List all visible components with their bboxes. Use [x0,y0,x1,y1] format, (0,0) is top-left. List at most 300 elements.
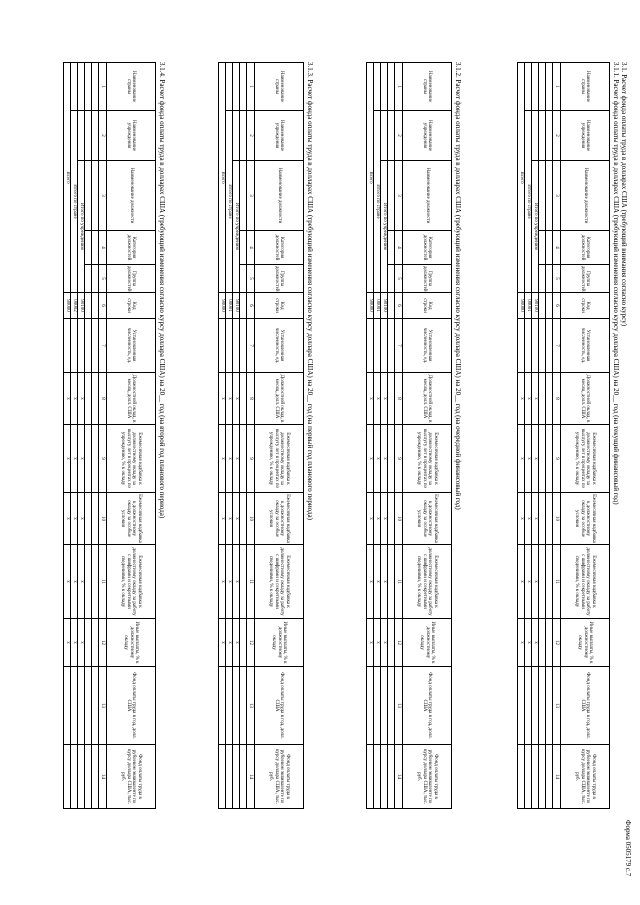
table-cell [381,745,388,809]
table-3-1-4 [63,62,156,809]
table-cell: 6 [553,293,561,319]
table-cell [240,667,247,745]
table-cell: Должностной оклад, в месяц, долл. США [403,373,452,425]
table-cell: Ежемесячная надбавка к должностному окладу за выслугу лет в процентах по учреждению, % к окладу [403,425,452,493]
table-3-1-1 [517,62,610,809]
table-cell: x [219,425,226,493]
table-cell: Фонд оплаты труда в рублевом эквиваленте по курсу доллара США, тыс. руб. [255,745,304,809]
table-cell: 1 [99,63,107,111]
table-cell [64,745,71,809]
table-cell: x [233,545,240,619]
table-cell: Группа должностей [255,265,304,293]
table-cell: Фонд оплаты труда в рублевом эквиваленте по курсу доллара США, тыс. руб. [403,745,452,809]
table-cell [240,425,247,493]
table-cell [518,319,525,373]
table-cell: x [233,493,240,545]
table-cell: Группа должностей [561,265,610,293]
table-cell: Итого по стране [71,111,78,293]
table-cell: Всего [367,63,374,293]
table-cell [78,111,85,161]
table-cell: Установленная численность, ед. [403,319,452,373]
table-cell [388,493,395,545]
table-cell: 12 [395,619,403,667]
table-cell: x [226,545,233,619]
table-cell [240,545,247,619]
table-cell [233,319,240,373]
table-cell [71,667,78,745]
table-cell: 10 [99,493,107,545]
table-cell [85,161,92,231]
table-cell: x [367,619,374,667]
table-cell: 1 [395,63,403,111]
table-cell: Группа должностей [107,265,156,293]
table-cell [71,63,78,111]
vsego-row [64,63,71,809]
table-cell [92,545,99,619]
table-cell [374,667,381,745]
table-cell: x [367,545,374,619]
table-cell [226,667,233,745]
table-cell [539,161,546,231]
table-cell [546,373,553,425]
table-cell: Итого по стране [226,111,233,293]
table-cell [546,425,553,493]
table-cell: 10 [395,493,403,545]
table-cell: x [367,373,374,425]
table-cell [92,319,99,373]
table-cell [539,745,546,809]
table-header-row [561,63,610,809]
table-cell: Наименование должности [107,161,156,231]
table-row [546,63,553,809]
table-cell: 7 [395,319,403,373]
table-cell: 8 [99,373,107,425]
table-cell [539,493,546,545]
table-cell: 9 [553,425,561,493]
table-cell: 1 [247,63,255,111]
table-cell: x [71,619,78,667]
table-cell: x [367,425,374,493]
table-cell: Итого по учреждению [532,161,539,293]
table-cell [240,745,247,809]
table-cell [532,319,539,373]
table-cell: 4 [395,231,403,265]
table-cell [92,293,99,319]
table-cell: x [71,493,78,545]
itogo-strana-row [525,63,532,809]
table-3-1-2 [366,62,452,809]
itogo-strana-row [226,63,233,809]
table-cell [85,319,92,373]
table-cell: 00001 [374,293,381,319]
table-cell: Фонд оплаты труда в год, долл. США [107,667,156,745]
table-cell [85,293,92,319]
table-cell: x [226,619,233,667]
table-cell: Итого по стране [374,111,381,293]
table-cell: 10 [247,493,255,545]
table-cell: 2 [553,111,561,161]
table-cell: 12 [247,619,255,667]
table-cell: 90000 [367,293,374,319]
table-cell [525,63,532,111]
table-cell: Всего [64,63,71,293]
table-cell: 90000 [64,293,71,319]
table-cell [388,545,395,619]
table-cell [388,111,395,161]
table-cell: Должностной оклад, в месяц, долл. США [561,373,610,425]
table-cell: 90000 [219,293,226,319]
table-cell: x [78,373,85,425]
table-cell: x [525,545,532,619]
table-cell: Ежемесячная надбавка к должностному окладу за работу с шифрами и секретными сведениями, % к окладу [403,545,452,619]
table-cell: 13 [395,667,403,745]
table-cell [546,161,553,231]
table-cell [85,111,92,161]
table-cell: x [525,493,532,545]
table-cell [374,319,381,373]
table-cell: Ежемесячная надбавка к должностному окладу за выслугу лет в процентах по учреждению, % к окладу [107,425,156,493]
table-cell: Ежемесячная надбавка к должностному окладу за особые условия [403,493,452,545]
table-cell: 7 [247,319,255,373]
table-cell [546,667,553,745]
table-cell [85,231,92,265]
table-cell: 90100 [78,293,85,319]
table-cell: Ежемесячная надбавка к должностному окладу за особые условия [255,493,304,545]
table-cell: x [532,545,539,619]
table-cell: Должностной оклад, в месяц, долл. США [255,373,304,425]
table-cell: Иные выплаты, % к должностному окладу [403,619,452,667]
table-cell: 2 [99,111,107,161]
table-cell [233,667,240,745]
table-cell: 5 [99,265,107,293]
table-cell: x [219,545,226,619]
table-cell: Наименование учреждения [561,111,610,161]
table-3-1-3 [218,62,304,809]
table-cell: Установленная численность, ед. [561,319,610,373]
table-cell: 3 [99,161,107,231]
section-3-1-1-title: 3.1.1. Расчет фонда оплаты труда в долларах США (требующий изменения согласно курсу доллара США) на 20__ год (на текущий финансовый год) [612,62,620,505]
table-cell [374,745,381,809]
table-cell: 8 [247,373,255,425]
table-cell: 11 [247,545,255,619]
table-row [92,63,99,809]
table-cell: 6 [395,293,403,319]
table-cell: Ежемесячная надбавка к должностному окладу за выслугу лет в процентах по учреждению, % к окладу [561,425,610,493]
table-cell [71,745,78,809]
table-cell: x [525,619,532,667]
table-cell: x [374,373,381,425]
table-cell [539,231,546,265]
table-cell: 7 [99,319,107,373]
table-cell: Должностной оклад, в месяц, долл. США [107,373,156,425]
table-cell [85,265,92,293]
table-cell [240,493,247,545]
table-cell: 14 [99,745,107,809]
itogo-strana-row [374,63,381,809]
table-cell: Ежемесячная надбавка к должностному окладу за работу с шифрами и секретными сведениями, % к окладу [255,545,304,619]
table-cell: x [78,545,85,619]
table-cell: 4 [247,231,255,265]
table-cell [92,745,99,809]
table-cell: x [64,493,71,545]
table-cell [546,619,553,667]
table-cell [92,373,99,425]
table-cell: x [518,545,525,619]
table-cell: x [226,373,233,425]
table-cell: x [226,425,233,493]
itogo-strana-row [71,63,78,809]
table-cell: 13 [553,667,561,745]
table-cell [85,373,92,425]
table-cell [539,425,546,493]
table-cell: x [233,373,240,425]
table-cell [388,231,395,265]
table-cell [388,265,395,293]
table-cell: x [226,493,233,545]
table-cell: Ежемесячная надбавка к должностному окладу за особые условия [107,493,156,545]
section-3-1-3-title: 3.1.3. Расчет фонда оплаты труда в долларах США (требующий изменения согласно курсу доллара США) на 20__ год (на первый год планового периода) [306,62,314,520]
table-cell: x [381,493,388,545]
table-cell [388,425,395,493]
table-cell [532,667,539,745]
table-cell: x [71,425,78,493]
table-cell [367,745,374,809]
table-cell: 3 [395,161,403,231]
table-cell: 4 [553,231,561,265]
table-cell [381,111,388,161]
table-cell: 14 [247,745,255,809]
section-3-1-title: 3.1. Расчет фонда оплаты труда в долларах США (требующий внимания согласно курсу) [620,62,628,327]
table-cell: Фонд оплаты труда в год, долл. США [255,667,304,745]
table-header-row [107,63,156,809]
table-cell [546,265,553,293]
section-3-1-4-title: 3.1.4. Расчет фонда оплаты труда в долларах США (требующий изменения согласно курсу доллара США) на 20__ год (на второй год планового периода) [158,62,166,519]
table-cell: x [233,619,240,667]
table-cell [546,111,553,161]
table-cell: Наименование страны [107,63,156,111]
table-cell: Категория должностей [561,231,610,265]
table-cell: 00001 [226,293,233,319]
table-cell [92,425,99,493]
table-cell: Итого по стране [525,111,532,293]
table-cell: 7 [553,319,561,373]
table-cell: Наименование учреждения [403,111,452,161]
table-cell: Код строки [561,293,610,319]
table-cell [388,373,395,425]
table-cell: Установленная численность, ед. [107,319,156,373]
table-cell: Иные выплаты, % к должностному окладу [107,619,156,667]
table-cell: Ежемесячная надбавка к должностному окладу за особые условия [561,493,610,545]
table-cell: 8 [395,373,403,425]
table-cell [85,667,92,745]
form-code: Форма 0505179 с.7 [624,820,632,877]
table-cell: Наименование страны [561,63,610,111]
table-cell: x [518,373,525,425]
column-number-row [99,63,107,809]
table-cell [546,319,553,373]
table-cell [240,111,247,161]
table-cell: Код строки [255,293,304,319]
table-cell: x [71,373,78,425]
table-cell [532,63,539,111]
table-cell: Наименование должности [403,161,452,231]
table-cell: 9 [247,425,255,493]
table-cell: Фонд оплаты труда в год, долл. США [561,667,610,745]
table-cell: 11 [553,545,561,619]
table-cell [92,265,99,293]
table-cell [85,619,92,667]
table-cell: 6 [247,293,255,319]
table-cell [240,319,247,373]
table-cell: Наименование должности [255,161,304,231]
table-cell [525,745,532,809]
table-cell: x [233,425,240,493]
table-cell: Фонд оплаты труда в рублевом эквиваленте по курсу доллара США, тыс. руб. [561,745,610,809]
table-cell [71,319,78,373]
table-cell [388,293,395,319]
table-header-row [403,63,452,809]
table-cell [388,161,395,231]
table-cell: x [219,493,226,545]
table-cell: 5 [553,265,561,293]
table-cell: 8 [553,373,561,425]
table-cell [219,667,226,745]
table-cell: 12 [553,619,561,667]
column-number-row [553,63,561,809]
table-cell: 10 [553,493,561,545]
table-cell: 00002 [71,293,78,319]
table-cell: Итого по учреждению [233,161,240,293]
table-cell: Всего [219,63,226,293]
table-row [388,63,395,809]
table-cell: Категория должностей [403,231,452,265]
table-cell [92,493,99,545]
table-cell: x [78,425,85,493]
table-cell [381,667,388,745]
table-cell: x [532,619,539,667]
table-cell: 11 [395,545,403,619]
table-cell [539,265,546,293]
table-cell: 3 [247,161,255,231]
table-cell [539,545,546,619]
itogo-uchr-row [233,63,240,809]
table-cell [539,319,546,373]
table-cell [546,63,553,111]
table-cell: 2 [395,111,403,161]
table-cell [367,319,374,373]
table-cell [85,745,92,809]
table-cell [240,265,247,293]
table-cell: 00001 [525,293,532,319]
table-cell [388,667,395,745]
table-cell: 13 [99,667,107,745]
table-cell [240,373,247,425]
table-cell [240,161,247,231]
table-cell: Наименование должности [561,161,610,231]
table-cell: Наименование страны [403,63,452,111]
table-cell [240,293,247,319]
table-cell: Группа должностей [403,265,452,293]
table-cell [388,63,395,111]
table-cell [240,63,247,111]
table-cell [78,63,85,111]
table-cell: Всего [518,63,525,293]
vsego-row [518,63,525,809]
vsego-row [219,63,226,809]
table-cell: Итого по учреждению [381,161,388,293]
section-3-1-2-title: 3.1.2. Расчет фонда оплаты труда в долларах США (требующий изменения согласно курсу доллара США) на 20__ год (на очередной финансовый год) [454,62,462,510]
table-cell [518,667,525,745]
table-cell [532,745,539,809]
table-row [240,63,247,809]
table-cell [381,319,388,373]
table-cell: 14 [395,745,403,809]
table-cell: Наименование страны [255,63,304,111]
table-cell: Фонд оплаты труда в рублевом эквиваленте по курсу доллара США, тыс. руб. [107,745,156,809]
table-cell [233,745,240,809]
table-cell [539,667,546,745]
itogo-uchr-row [381,63,388,809]
table-cell: 12 [99,619,107,667]
table-cell [92,231,99,265]
table-cell [525,667,532,745]
table-cell: x [381,425,388,493]
table-cell: x [64,619,71,667]
table-cell [240,231,247,265]
table-cell [92,63,99,111]
table-cell: x [78,619,85,667]
table-cell: x [219,619,226,667]
table-cell: 14 [553,745,561,809]
table-cell: x [219,373,226,425]
table-cell: Иные выплаты, % к должностному окладу [561,619,610,667]
table-cell [539,293,546,319]
table-cell: Итого по учреждению [78,161,85,293]
table-cell [388,745,395,809]
table-cell: 11 [99,545,107,619]
table-cell: x [532,373,539,425]
table-cell [367,667,374,745]
table-row [85,63,92,809]
table-cell: x [532,425,539,493]
table-cell: x [518,425,525,493]
table-cell: 90100 [233,293,240,319]
table-cell: x [374,545,381,619]
table-cell [539,63,546,111]
table-cell [219,745,226,809]
itogo-uchr-row [78,63,85,809]
table-cell [64,667,71,745]
table-cell [78,667,85,745]
table-cell: Код строки [107,293,156,319]
table-cell: 9 [99,425,107,493]
table-cell: 5 [395,265,403,293]
table-cell: 9 [395,425,403,493]
table-cell [546,231,553,265]
column-number-row [395,63,403,809]
table-cell: x [381,545,388,619]
table-cell: x [64,545,71,619]
table-cell [92,619,99,667]
table-cell [85,425,92,493]
table-cell: x [374,619,381,667]
table-cell: 90000 [518,293,525,319]
table-cell [226,319,233,373]
table-cell [546,293,553,319]
table-cell: Ежемесячная надбавка к должностному окладу за выслугу лет в процентах по учреждению, % к окладу [255,425,304,493]
table-cell: Иные выплаты, % к должностному окладу [255,619,304,667]
table-cell: x [64,373,71,425]
